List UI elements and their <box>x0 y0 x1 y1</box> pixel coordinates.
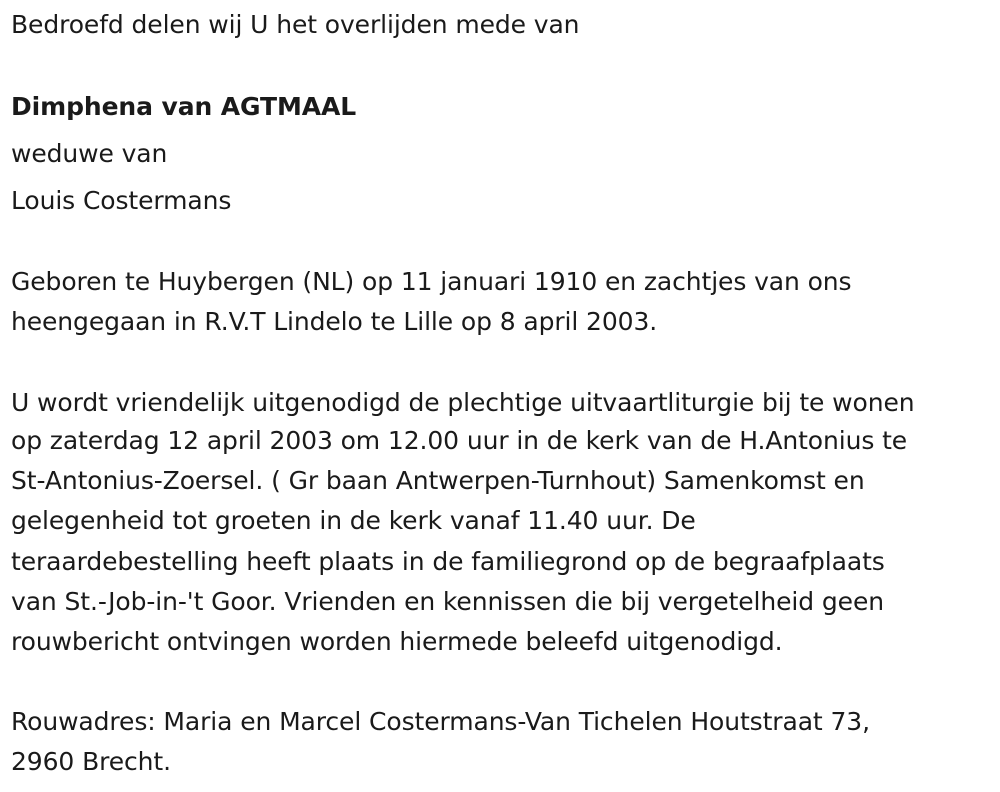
funeral-line: St-Antonius-Zoersel. ( Gr baan Antwerpen-Turnhout) Samenkomst en <box>11 466 865 495</box>
funeral-line: U wordt vriendelijk uitgenodigd de plechtige uitvaartliturgie bij te wonen <box>11 388 915 417</box>
birth-death-line: heengegaan in R.V.T Lindelo te Lille op 8 april 2003. <box>11 307 658 336</box>
spouse-name: Louis Costermans <box>11 186 232 215</box>
relation-text: weduwe van <box>11 139 168 168</box>
funeral-line: gelegenheid tot groeten in de kerk vanaf 11.40 uur. De <box>11 506 696 535</box>
funeral-line: teraardebestelling heeft plaats in de familiegrond op de begraafplaats <box>11 547 885 576</box>
funeral-line: van St.-Job-in-'t Goor. Vrienden en kennissen die bij vergetelheid geen <box>11 587 884 616</box>
address-line: 2960 Brecht. <box>11 747 171 776</box>
funeral-line: op zaterdag 12 april 2003 om 12.00 uur in de kerk van de H.Antonius te <box>11 426 908 455</box>
address-line: Rouwadres: Maria en Marcel Costermans-Van Tichelen Houtstraat 73, <box>11 707 870 736</box>
deceased-name: Dimphena van AGTMAAL <box>11 92 357 121</box>
funeral-line: rouwbericht ontvingen worden hiermede beleefd uitgenodigd. <box>11 627 783 656</box>
birth-death-line: Geboren te Huybergen (NL) op 11 januari 1910 en zachtjes van ons <box>11 267 852 296</box>
intro-text: Bedroefd delen wij U het overlijden mede van <box>11 10 580 39</box>
